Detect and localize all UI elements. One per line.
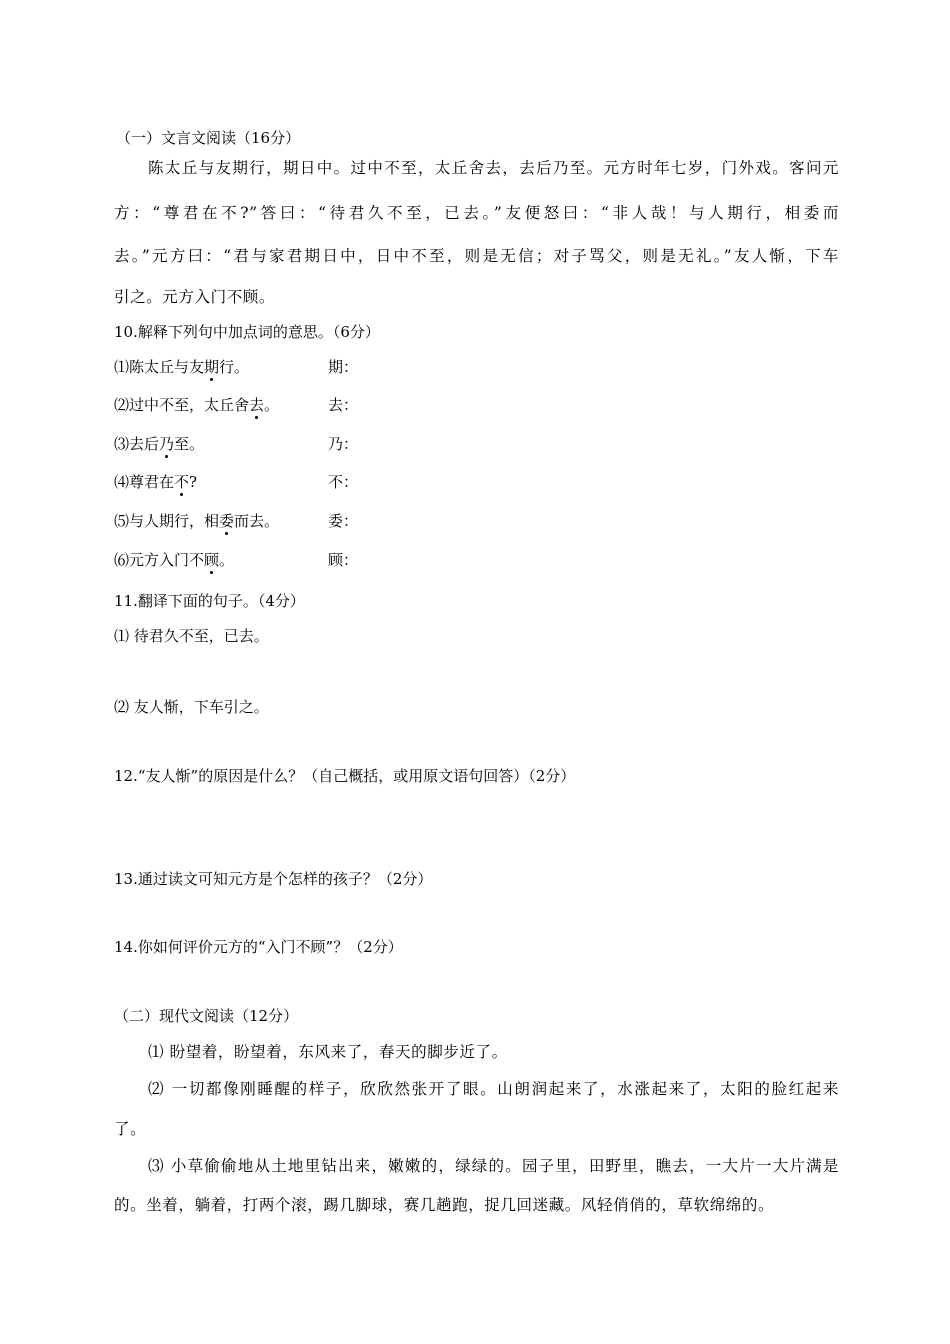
q10-item-4: ⑷尊君在不? <box>114 473 198 491</box>
modern-paragraph-2-line-2: 了。 <box>114 1120 147 1138</box>
q11-title: 11.翻译下面的句子。（4分） <box>114 592 305 610</box>
q10-answer-label-2: 去： <box>328 396 359 414</box>
passage-line-4: 引之。元方入门不顾。 <box>114 288 276 306</box>
passage-line-1: 陈太丘与友期行，期日中。过中不至，太丘舍去，去后乃至。元方时年七岁，门外戏。客问元 <box>148 159 839 177</box>
q10-answer-label-4: 不： <box>328 473 359 491</box>
passage-line-2: 方：“尊君在不?”答曰：“待君久不至，已去。”友便怒曰：“非人哉！与人期行，相委而 <box>114 204 839 222</box>
emphasis-dot-word: 委 <box>219 512 235 530</box>
q10-title: 10.解释下列句中加点词的意思。（6分） <box>114 323 380 341</box>
modern-paragraph-1: ⑴ 盼望着，盼望着，东风来了，春天的脚步近了。 <box>148 1043 508 1061</box>
q10-item-6: ⑹元方入门不顾。 <box>114 551 235 569</box>
q10-answer-label-1: 期： <box>328 358 359 376</box>
q12-question: 12.“友人惭”的原因是什么？（自己概括，或用原文语句回答）（2分） <box>114 767 576 785</box>
q10-item-5: ⑸与人期行，相委而去。 <box>114 512 280 530</box>
q10-answer-label-6: 顾： <box>328 551 359 569</box>
emphasis-dot-word: 期 <box>204 358 220 376</box>
q11-sentence-2: ⑵ 友人惭，下车引之。 <box>114 698 269 716</box>
q10-item-2: ⑵过中不至，太丘舍去。 <box>114 396 280 414</box>
emphasis-dot-word: 顾 <box>204 551 220 569</box>
q11-sentence-1: ⑴ 待君久不至，已去。 <box>114 627 269 645</box>
q14-question: 14.你如何评价元方的“入门不顾”？（2分） <box>114 938 403 956</box>
q10-answer-label-5: 委： <box>328 512 359 530</box>
q10-item-1: ⑴陈太丘与友期行。 <box>114 358 250 376</box>
section2-heading: （二）现代文阅读（12分） <box>114 1007 299 1025</box>
q10-item-3: ⑶去后乃至。 <box>114 435 205 453</box>
emphasis-dot-word: 乃 <box>159 435 175 453</box>
q10-answer-label-3: 乃： <box>328 435 359 453</box>
passage-line-3: 去。”元方曰：“君与家君期日中，日中不至，则是无信；对子骂父，则是无礼。”友人惭，下车 <box>114 247 839 265</box>
section1-heading: （一）文言文阅读（16分） <box>116 129 301 147</box>
modern-paragraph-3-line-1: ⑶ 小草偷偷地从土地里钻出来，嫩嫩的，绿绿的。园子里，田野里，瞧去，一大片一大片满是 <box>148 1157 839 1175</box>
modern-paragraph-2-line-1: ⑵ 一切都像刚睡醒的样子，欣欣然张开了眼。山朗润起来了，水涨起来了，太阳的脸红起来 <box>148 1080 839 1098</box>
q13-question: 13.通过读文可知元方是个怎样的孩子？（2分） <box>114 870 433 888</box>
modern-paragraph-3-line-2: 的。坐着，躺着，打两个滚，踢几脚球，赛几趟跑，捉几回迷藏。风轻俏俏的，草软绵绵的。 <box>114 1196 775 1214</box>
emphasis-dot-word: 不 <box>174 473 190 491</box>
emphasis-dot-word: 去 <box>249 396 265 414</box>
